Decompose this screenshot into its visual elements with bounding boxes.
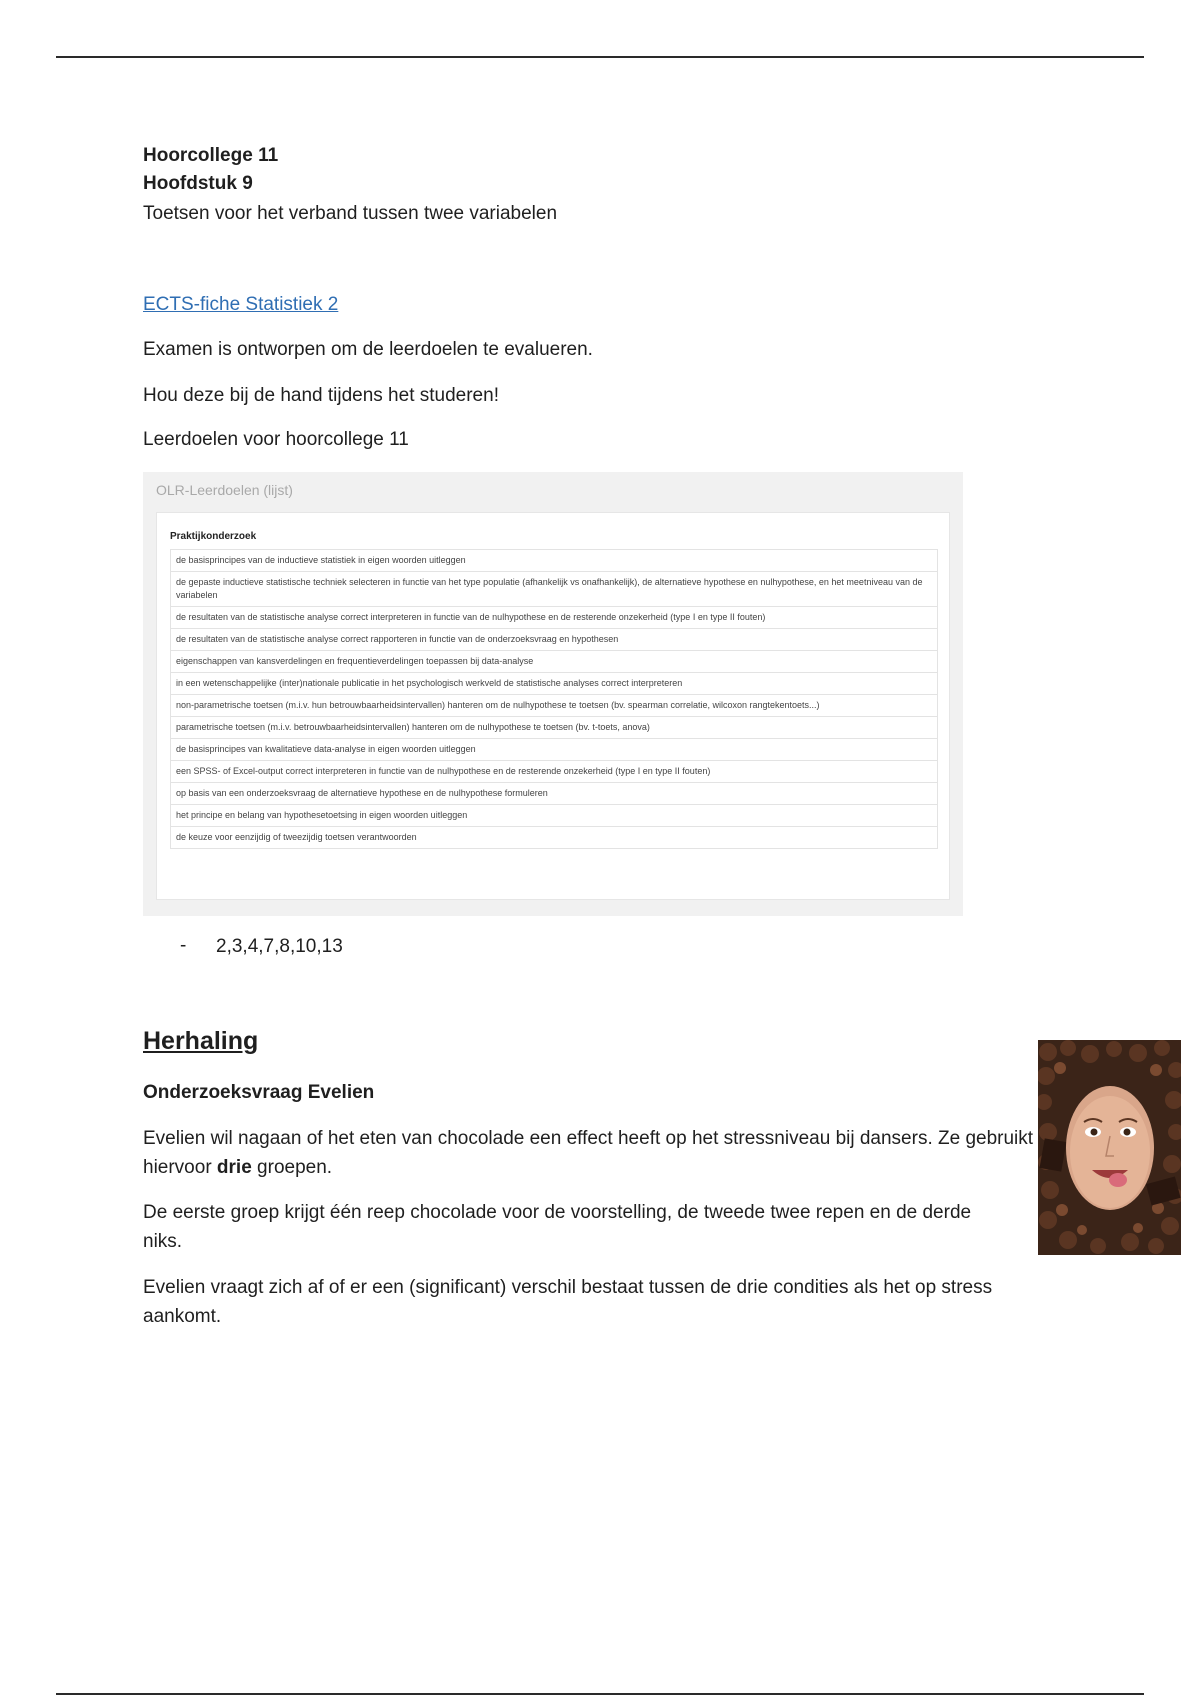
goal-cell: een SPSS- of Excel-output correct interpreteren in functie van de nulhypothese en de resterende onzekerheid (type I en type II fouten) xyxy=(171,761,938,783)
section-heading-herhaling: Herhaling xyxy=(143,1027,259,1055)
goal-cell: non-parametrische toetsen (m.i.v. hun betrouwbaarheidsintervallen) hanteren om de nulhypothese te toetsen (bv. spearman correlatie, wilcoxon rangtekentoets...) xyxy=(171,695,938,717)
goal-cell: de basisprincipes van kwalitatieve data-analyse in eigen woorden uitleggen xyxy=(171,739,938,761)
ects-fiche-link[interactable]: ECTS-fiche Statistiek 2 xyxy=(143,294,339,315)
goal-cell: de keuze voor eenzijdig of tweezijdig toetsen verantwoorden xyxy=(171,827,938,849)
goal-cell: de gepaste inductieve statistische techniek selecteren in functie van het type populatie (afhankelijk vs onafhankelijk), de alternatieve hypothese en nulhypothese, en het meetniveau van de variabelen xyxy=(171,572,938,607)
olr-panel xyxy=(156,512,950,900)
chocolate-face-image xyxy=(1038,1040,1181,1255)
footer-rule xyxy=(56,1693,1144,1695)
intro-paragraph-2: Hou deze bij de hand tijdens het studeren! xyxy=(143,385,499,406)
goal-cell: de resultaten van de statistische analyse correct interpreteren in functie van de nulhypothese en de resterende onzekerheid (type I en type II fouten) xyxy=(171,607,938,629)
goal-cell: eigenschappen van kansverdelingen en frequentieverdelingen toepassen bij data-analyse xyxy=(171,651,938,673)
chapter-title: Hoofdstuk 9 xyxy=(143,173,253,194)
chocolate-face-illustration xyxy=(1038,1040,1181,1255)
goal-numbers: 2,3,4,7,8,10,13 xyxy=(216,936,343,957)
olr-goals-table xyxy=(170,549,938,849)
intro-paragraph-3: Leerdoelen voor hoorcollege 11 xyxy=(143,429,409,450)
goal-cell: op basis van een onderzoeksvraag de alternatieve hypothese en de nulhypothese formuleren xyxy=(171,783,938,805)
table-row xyxy=(171,805,938,827)
table-row xyxy=(171,783,938,805)
paragraph-2: De eerste groep krijgt één reep chocolade voor de voorstelling, de tweede twee repen en de derde niks. xyxy=(143,1202,972,1252)
table-row xyxy=(171,673,938,695)
bullet-marker: - xyxy=(180,935,187,956)
olr-title: OLR-Leerdoelen (lijst) xyxy=(156,482,293,498)
goal-cell: de basisprincipes van de inductieve statistiek in eigen woorden uitleggen xyxy=(171,550,938,572)
research-question-heading: Onderzoeksvraag Evelien xyxy=(143,1082,375,1103)
olr-section-heading: Praktijkonderzoek xyxy=(170,531,257,542)
table-row xyxy=(171,761,938,783)
paragraph-1-text: Evelien wil nagaan of het eten van chocolade een effect heeft op het stressniveau bij dansers. Ze gebruikt hiervoor xyxy=(143,1128,1034,1178)
paragraph-1 xyxy=(143,1124,1043,1182)
table-row xyxy=(171,695,938,717)
table-row xyxy=(171,651,938,673)
goal-cell: in een wetenschappelijke (inter)nationale publicatie in het psychologisch werkveld de statistische analyses correct interpreteren xyxy=(171,673,938,695)
goal-cell: de resultaten van de statistische analyse correct rapporteren in functie van de onderzoeksvraag en hypothesen xyxy=(171,629,938,651)
table-row xyxy=(171,717,938,739)
table-row xyxy=(171,827,938,849)
table-row xyxy=(171,629,938,651)
table-row xyxy=(171,607,938,629)
paragraph-3: Evelien vraagt zich af of er een (significant) verschil bestaat tussen de drie condities als het op stress aankomt. xyxy=(143,1277,993,1327)
header-rule xyxy=(56,56,1144,58)
table-row xyxy=(171,550,938,572)
paragraph-1-end: groepen. xyxy=(251,1157,333,1178)
olr-leerdoelen-screenshot xyxy=(143,472,963,916)
paragraph-1-bold: drie xyxy=(216,1157,252,1178)
lecture-title: Hoorcollege 11 xyxy=(143,145,279,166)
intro-paragraph-1: Examen is ontworpen om de leerdoelen te evalueren. xyxy=(143,339,593,360)
table-row xyxy=(171,739,938,761)
goal-cell: het principe en belang van hypothesetoetsing in eigen woorden uitleggen xyxy=(171,805,938,827)
goal-cell: parametrische toetsen (m.i.v. betrouwbaarheidsintervallen) hanteren om de nulhypothese te toetsen (bv. t-toets, anova) xyxy=(171,717,938,739)
table-row xyxy=(171,572,938,607)
chapter-subtitle: Toetsen voor het verband tussen twee variabelen xyxy=(143,203,558,224)
